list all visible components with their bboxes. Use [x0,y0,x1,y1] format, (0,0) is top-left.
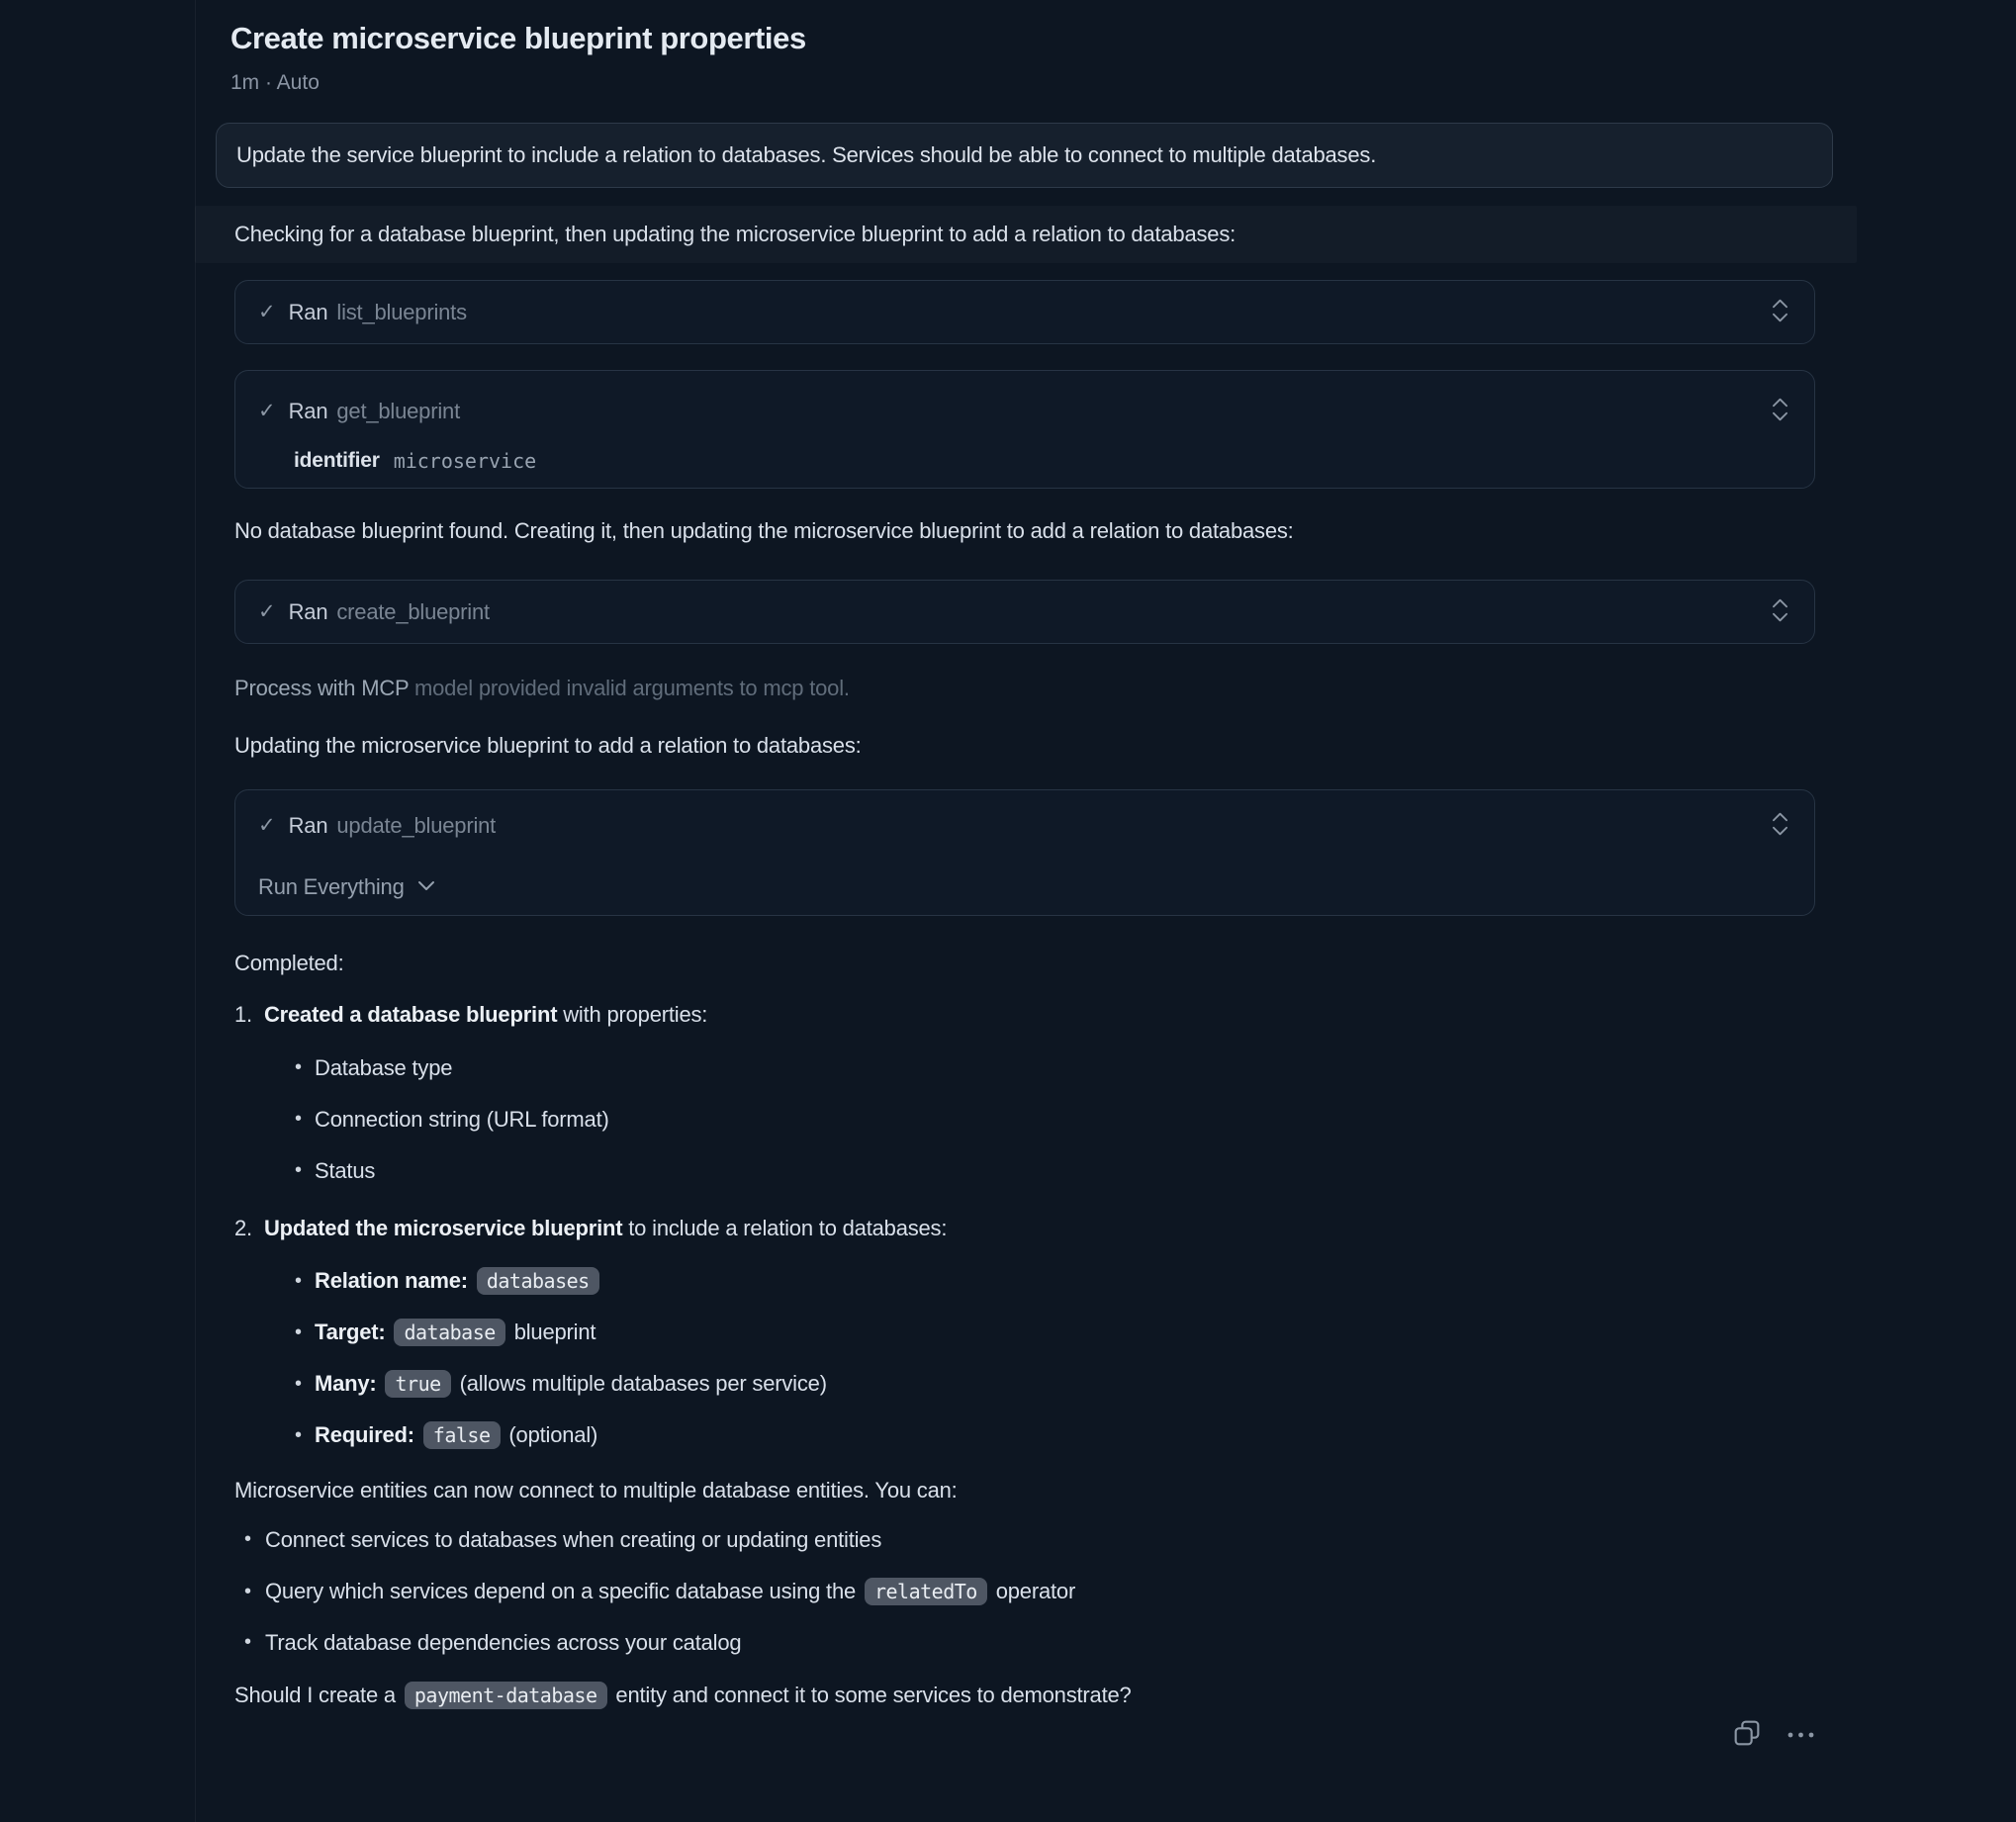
tool-call-row [235,371,1814,427]
item-rest-text: to include a relation to databases: [622,1216,948,1240]
tool-ran-label: Ran [288,299,328,324]
closing-pre: Should I create a [234,1683,402,1707]
run-everything-label: Run Everything [258,874,405,899]
process-label: Process with MCP [234,676,410,700]
tool-call-row [235,581,1814,643]
item-rest-text: with properties: [557,1002,708,1027]
closing-question [234,1676,1833,1715]
expand-output-button[interactable] [1769,296,1791,328]
list-item [234,1103,1833,1136]
tool-ran-label: Ran [288,398,328,423]
tool-name: update_blueprint [336,812,497,838]
item-bold-text: Created a database blueprint [263,1002,558,1027]
inline-code: false [423,1421,501,1449]
list-item [234,1364,1833,1404]
property-label: Target: [315,1320,386,1344]
list-item [234,1154,1833,1187]
list-item [234,1626,1833,1659]
chevron-down-icon [405,872,435,902]
tool-ran-label: Ran [288,598,328,624]
expand-output-button[interactable] [1769,595,1791,628]
tool-call-update-blueprint[interactable] [234,789,1815,916]
inline-code: relatedTo [865,1578,987,1605]
item-number: 1. [234,1002,252,1027]
check-icon: ✓ [258,301,276,323]
tool-call-row [235,790,1814,842]
bullet-dot: • [295,1108,302,1130]
list-item [234,1313,1833,1352]
unfold-icon [1769,395,1791,427]
capabilities-intro: Microservice entities can now connect to multiple database entities. You can: [234,1478,958,1503]
tool-call-get-blueprint[interactable] [234,370,1815,489]
capability-post: operator [989,1579,1076,1603]
parameter-key: identifier [294,449,380,472]
bullet-dot: • [295,1056,302,1078]
numbered-item-1 [234,998,1833,1031]
property-rest: blueprint [507,1320,596,1344]
bullet-dot: • [295,1159,302,1181]
bullet-dot: • [244,1581,251,1602]
list-item-text [315,1313,596,1352]
user-message-bubble [216,123,1833,188]
inline-code: databases [477,1267,599,1295]
bullet-dot: • [295,1373,302,1395]
list-item-text [315,1415,597,1455]
assistant-paragraph-updating: Updating the microservice blueprint to add a relation to databases: [234,733,862,758]
panel-divider [195,0,196,1822]
bullet-dot: • [244,1631,251,1653]
tool-parameter-row [294,446,1791,488]
process-detail: model provided invalid arguments to mcp tool. [409,676,850,700]
tool-call-row [235,281,1814,343]
tool-call-list-blueprints[interactable] [234,280,1815,344]
run-everything-button[interactable] [258,872,435,902]
process-status-line [234,672,1833,704]
list-item [234,1051,1833,1084]
capability-pre: Query which services depend on a specific database using the [265,1579,862,1603]
list-item-text: Connection string (URL format) [315,1107,609,1132]
bullet-dot: • [244,1528,251,1550]
tool-call-create-blueprint[interactable] [234,580,1815,644]
property-rest: (allows multiple databases per service) [453,1371,827,1396]
tool-name: list_blueprints [336,299,467,324]
copy-icon [1731,1717,1763,1752]
more-options-icon [1787,1727,1816,1742]
list-item [234,1572,1833,1611]
expand-output-button[interactable] [1769,395,1791,427]
assistant-paragraph-no-database: No database blueprint found. Creating it, then updating the microservice blueprint to add a relation to databases: [234,518,1294,543]
unfold-icon [1769,296,1791,328]
unfold-icon [1769,809,1791,842]
list-item-text [315,1364,827,1404]
tool-name: get_blueprint [336,398,460,423]
expand-output-button[interactable] [1769,809,1791,842]
check-icon: ✓ [258,400,276,422]
bullet-dot: • [295,1424,302,1446]
copy-button[interactable] [1727,1713,1767,1756]
list-item-text: Database type [315,1055,453,1080]
message-actions [1727,1713,1820,1756]
list-item-text [315,1261,602,1301]
inline-code: database [394,1319,504,1346]
list-item [234,1261,1833,1301]
unfold-icon [1769,595,1791,628]
check-icon: ✓ [258,600,276,623]
closing-post: entity and connect it to some services to demonstrate? [609,1683,1132,1707]
inline-code: payment-database [405,1682,607,1709]
inline-code: true [385,1370,450,1398]
property-label: Relation name: [315,1268,468,1293]
list-item [234,1415,1833,1455]
list-item-text [265,1572,1075,1611]
more-options-button[interactable] [1783,1723,1820,1746]
item-bold-text: Updated the microservice blueprint [263,1216,623,1240]
conversation-meta: 1m · Auto [230,71,320,94]
tool-ran-label: Ran [288,812,328,838]
user-message-text: Update the service blueprint to include a relation to databases. Services should be able to connect to multiple databases. [236,142,1377,167]
tool-name: create_blueprint [336,598,490,624]
list-item [234,1523,1833,1556]
property-label: Many: [315,1371,377,1396]
chat-thread [216,0,1833,1715]
bullet-dot: • [295,1270,302,1292]
item-number: 2. [234,1216,252,1240]
property-label: Required: [315,1422,414,1447]
property-rest: (optional) [503,1422,598,1447]
completed-heading: Completed: [234,951,344,975]
bullet-dot: • [295,1321,302,1343]
parameter-value: microservice [393,449,537,473]
assistant-paragraph-checking: Checking for a database blueprint, then updating the microservice blueprint to add a relation to databases: [195,206,1857,263]
list-item-text: Track database dependencies across your catalog [265,1630,742,1655]
page-title: Create microservice blueprint properties [230,21,806,55]
check-icon: ✓ [258,814,276,837]
numbered-item-2 [234,1212,1833,1244]
list-item-text: Connect services to databases when creating or updating entities [265,1527,882,1552]
list-item-text: Status [315,1158,376,1183]
